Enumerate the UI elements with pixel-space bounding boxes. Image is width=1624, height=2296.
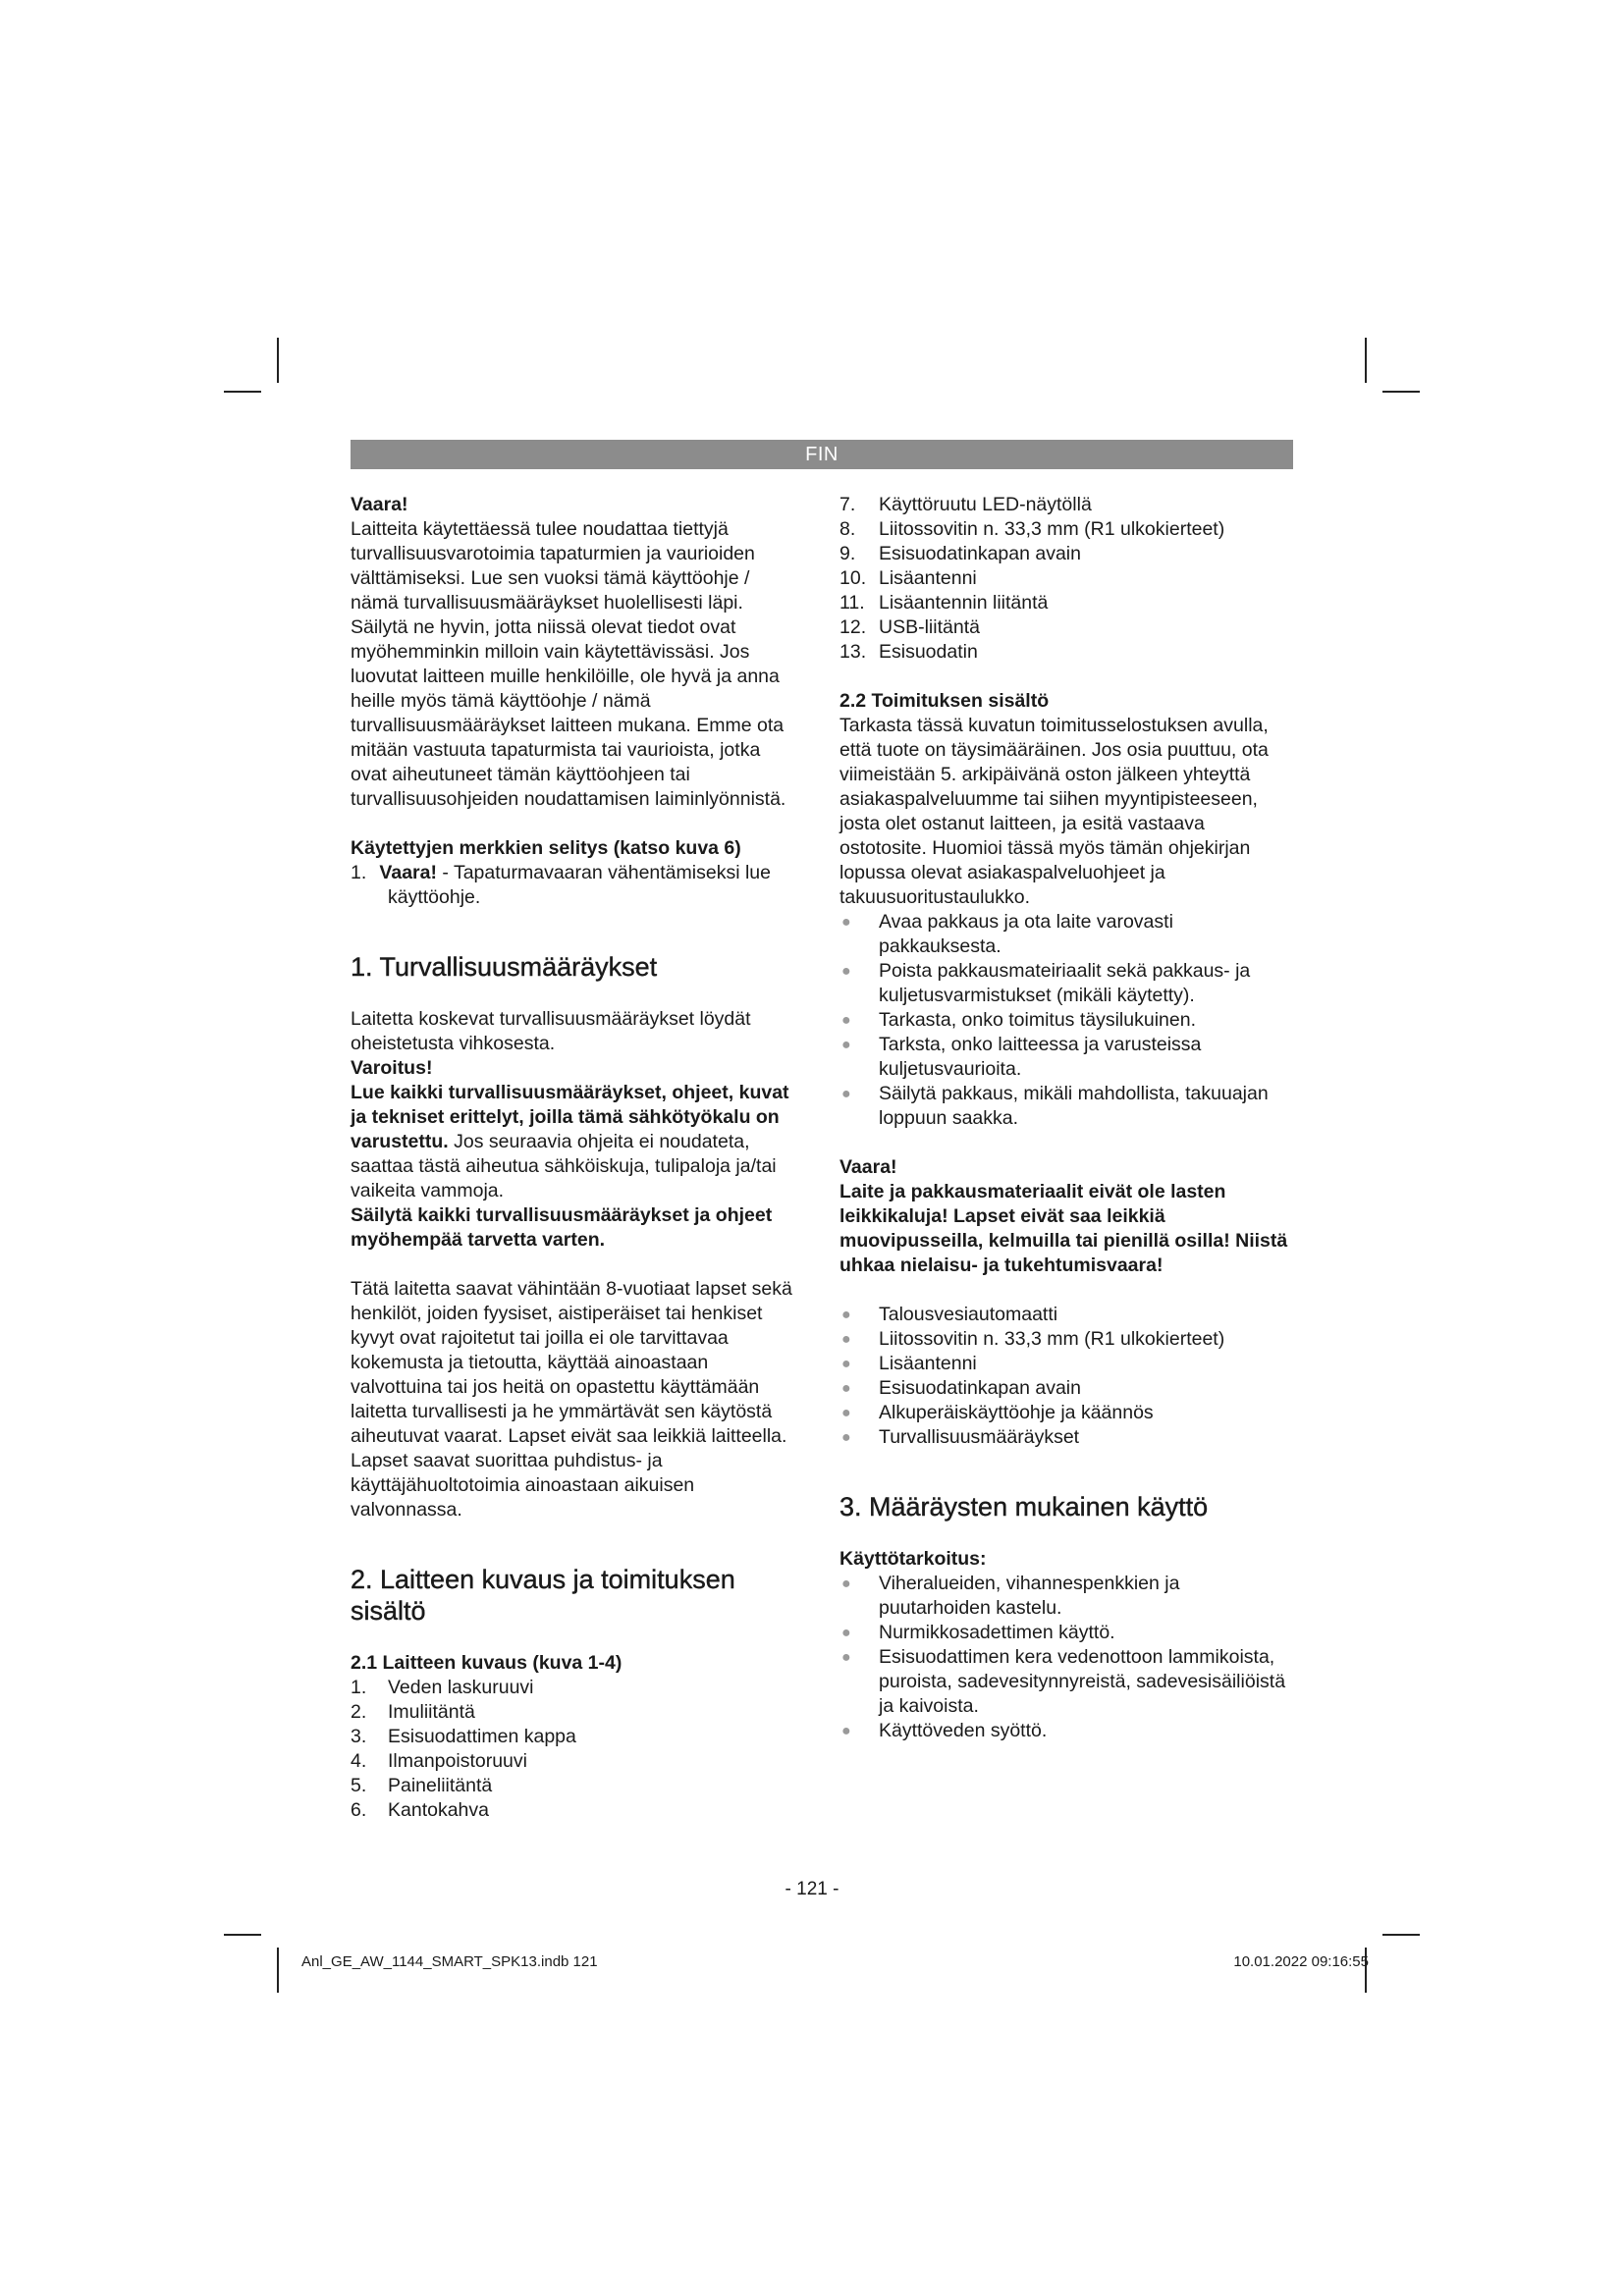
symbols-title: Käytettyjen merkkien selitys (katso kuva 6) <box>351 837 741 859</box>
bullet-icon: ● <box>841 1037 851 1053</box>
crop-mark <box>224 391 261 393</box>
list-item: 9. Esisuodatinkapan avain <box>839 543 1081 564</box>
list-item: ● Avaa pakkaus ja ota laite varovasti pakkauksesta. <box>841 911 1173 957</box>
section-1-keep-instructions: Säilytä kaikki turvallisuusmääräykset ja ohjeet myöhempää tarvetta varten. <box>351 1204 773 1251</box>
packaging-warning-text: Laite ja pakkausmateriaalit eivät ole lasten leikkikaluja! Lapset eivät saa leikkiä muovipusseilla, kelmuilla tai pienillä osilla! Niistä uhkaa nielaisu- ja tukehtumisvaara! <box>839 1181 1288 1276</box>
bullet-icon: ● <box>841 963 851 980</box>
crop-mark <box>277 338 279 383</box>
purpose-title: Käyttötarkoitus: <box>839 1548 987 1570</box>
list-item: ● Säilytä pakkaus, mikäli mahdollista, takuuajan loppuun saakka. <box>841 1083 1269 1129</box>
section-1-intro: Laitetta koskevat turvallisuusmääräykset löydät oheistetusta vihkosesta. <box>351 1008 751 1054</box>
section-2-2-text: Tarkasta tässä kuvatun toimitusselostuksen avulla, että tuote on täysimääräinen. Jos osia puuttuu, ota viimeistään 5. arkipäivänä oston jälkeen yhteyttä asiakaspalveluumme tai siihen myyntipisteeseen, josta olet ostanut laitteen, ja esitä vastaava ostotosite. Huomioi tässä myös tämän ohjekirjan lopussa olevat asiakaspalveluohjeet ja takuusuoritustaulukko. <box>839 715 1269 908</box>
list-item: 7. Käyttöruutu LED-näytöllä <box>839 494 1092 515</box>
list-item: ● Viheralueiden, vihannespenkkien ja puutarhoiden kastelu. <box>841 1573 1180 1619</box>
section-2-2-title: 2.2 Toimituksen sisältö <box>839 690 1050 712</box>
bullet-icon: ● <box>841 1625 851 1641</box>
bullet-icon: ● <box>841 914 851 931</box>
bullet-icon: ● <box>841 1723 851 1739</box>
parts-list-left <box>351 1676 800 1823</box>
intended-use-list <box>839 1572 1293 1743</box>
page-number: - 121 - <box>785 1879 839 1899</box>
footer-timestamp: 10.01.2022 09:16:55 <box>1233 1953 1369 1970</box>
list-item: 10. Lisäantenni <box>839 567 977 589</box>
section-2-1-title: 2.1 Laitteen kuvaus (kuva 1-4) <box>351 1652 623 1674</box>
bullet-icon: ● <box>841 1405 851 1421</box>
crop-mark <box>1382 391 1420 393</box>
left-column <box>351 493 800 1823</box>
bullet-icon: ● <box>841 1012 851 1029</box>
list-item: ● Alkuperäiskäyttöohje ja käännös <box>841 1402 1154 1423</box>
bullet-icon: ● <box>841 1086 851 1102</box>
language-header-bar <box>351 440 1293 469</box>
bullet-icon: ● <box>841 1649 851 1666</box>
section-1-title: 1. Turvallisuusmääräykset <box>351 952 658 982</box>
symbols-item: 1. Vaara! - Tapaturmavaaran vähentämiseksi lue käyttöohje. <box>351 862 771 908</box>
list-item: 6. Kantokahva <box>351 1799 489 1821</box>
footer-file-info: Anl_GE_AW_1144_SMART_SPK13.indb 121 <box>301 1953 598 1970</box>
list-item: ● Tarkasta, onko toimitus täysilukuinen. <box>841 1009 1196 1031</box>
packaging-warning-title: Vaara! <box>839 1156 897 1178</box>
section-1-warning-label: Varoitus! <box>351 1057 433 1079</box>
crop-mark <box>224 1934 261 1936</box>
list-item: ● Nurmikkosadettimen käyttö. <box>841 1622 1115 1643</box>
list-item: ● Esisuodattimen kera vedenottoon lammikoista, puroista, sadevesitynnyreistä, sadevesisäiliöistä ja kaivoista. <box>841 1646 1286 1717</box>
unpacking-steps <box>839 910 1293 1131</box>
parts-list-right <box>839 493 1293 665</box>
warning-text: Laitteita käytettäessä tulee noudattaa tiettyjä turvallisuusvarotoimia tapaturmien ja vaurioiden välttämiseksi. Lue sen vuoksi tämä käyttöohje / nämä turvallisuusmääräykset huolellisesti läpi. Säilytä ne hyvin, jotta niissä olevat tiedot ovat myöhemminkin milloin vain käytettävissäsi. Jos luovutat laitteen muille henkilöille, ole hyvä ja anna heille myös tämä käyttöohje / nämä turvallisuusmääräykset laitteen mukana. Emme ota mitään vastuuta tapaturmista tai vaurioista, jotka ovat aiheutuneet tämän käyttöohjeen tai turvallisuusohjeiden noudattamisen laiminlyönnistä. <box>351 518 786 810</box>
warning-title: Vaara! <box>351 494 408 515</box>
language-label: FIN <box>805 444 839 465</box>
list-item: 4. Ilmanpoistoruuvi <box>351 1750 527 1772</box>
bullet-icon: ● <box>841 1429 851 1446</box>
list-item: 2. Imuliitäntä <box>351 1701 475 1723</box>
list-item: ● Lisäantenni <box>841 1353 977 1374</box>
right-column <box>839 493 1293 1743</box>
section-2-title: 2. Laitteen kuvaus ja toimituksen sisältö <box>351 1565 735 1626</box>
bullet-icon: ● <box>841 1307 851 1323</box>
list-item: ● Käyttöveden syöttö. <box>841 1720 1048 1741</box>
bullet-icon: ● <box>841 1575 851 1592</box>
list-item: 11. Lisäantennin liitäntä <box>839 592 1049 614</box>
list-item: 12. USB-liitäntä <box>839 616 980 638</box>
list-item: ● Tarksta, onko laitteessa ja varusteissa kuljetusvaurioita. <box>841 1034 1202 1080</box>
list-item: 8. Liitossovitin n. 33,3 mm (R1 ulkokierteet) <box>839 518 1225 540</box>
list-item: 5. Paineliitäntä <box>351 1775 493 1796</box>
section-1-children-notice: Tätä laitetta saavat vähintään 8-vuotiaat lapset sekä henkilöt, joiden fyysiset, aistiperäiset tai henkiset kyvyt ovat rajoitetut tai joilla ei ole tarvittavaa kokemusta ja tietoutta, käyttää ainoastaan valvottuina tai jos heitä on opastettu käyttämään laitetta turvallisesti ja he ymmärtävät sen käytöstä aiheutuvat vaarat. Lapset eivät saa leikkiä laitteella. Lapset saavat suorittaa puhdistus- ja käyttäjähuoltotoimia ainoastaan aikuisen valvonnassa. <box>351 1278 792 1521</box>
bullet-icon: ● <box>841 1380 851 1397</box>
list-item: ● Liitossovitin n. 33,3 mm (R1 ulkokierteet) <box>841 1328 1225 1350</box>
list-item: 13. Esisuodatin <box>839 641 978 663</box>
list-item: ● Esisuodatinkapan avain <box>841 1377 1081 1399</box>
list-item: ● Turvallisuusmääräykset <box>841 1426 1080 1448</box>
section-1-warning: Lue kaikki turvallisuusmääräykset, ohjeet, kuvat ja tekniset erittelyt, joilla tämä sähkötyökalu on varustettu. Jos seuraavia ohjeita ei noudateta, saattaa tästä aiheutua sähköiskuja, tulipaloja ja/tai vaikeita vammoja. <box>351 1082 789 1201</box>
delivery-contents <box>839 1303 1293 1450</box>
crop-mark <box>1365 338 1367 383</box>
bullet-icon: ● <box>841 1356 851 1372</box>
crop-mark <box>277 1948 279 1993</box>
list-item: ● Poista pakkausmateiriaalit sekä pakkaus- ja kuljetusvarmistukset (mikäli käytetty). <box>841 960 1251 1006</box>
list-item: 1. Veden laskuruuvi <box>351 1677 534 1698</box>
crop-mark <box>1382 1934 1420 1936</box>
list-item: ● Talousvesiautomaatti <box>841 1304 1058 1325</box>
section-3-title: 3. Määräysten mukainen käyttö <box>839 1492 1209 1522</box>
bullet-icon: ● <box>841 1331 851 1348</box>
list-item: 3. Esisuodattimen kappa <box>351 1726 576 1747</box>
